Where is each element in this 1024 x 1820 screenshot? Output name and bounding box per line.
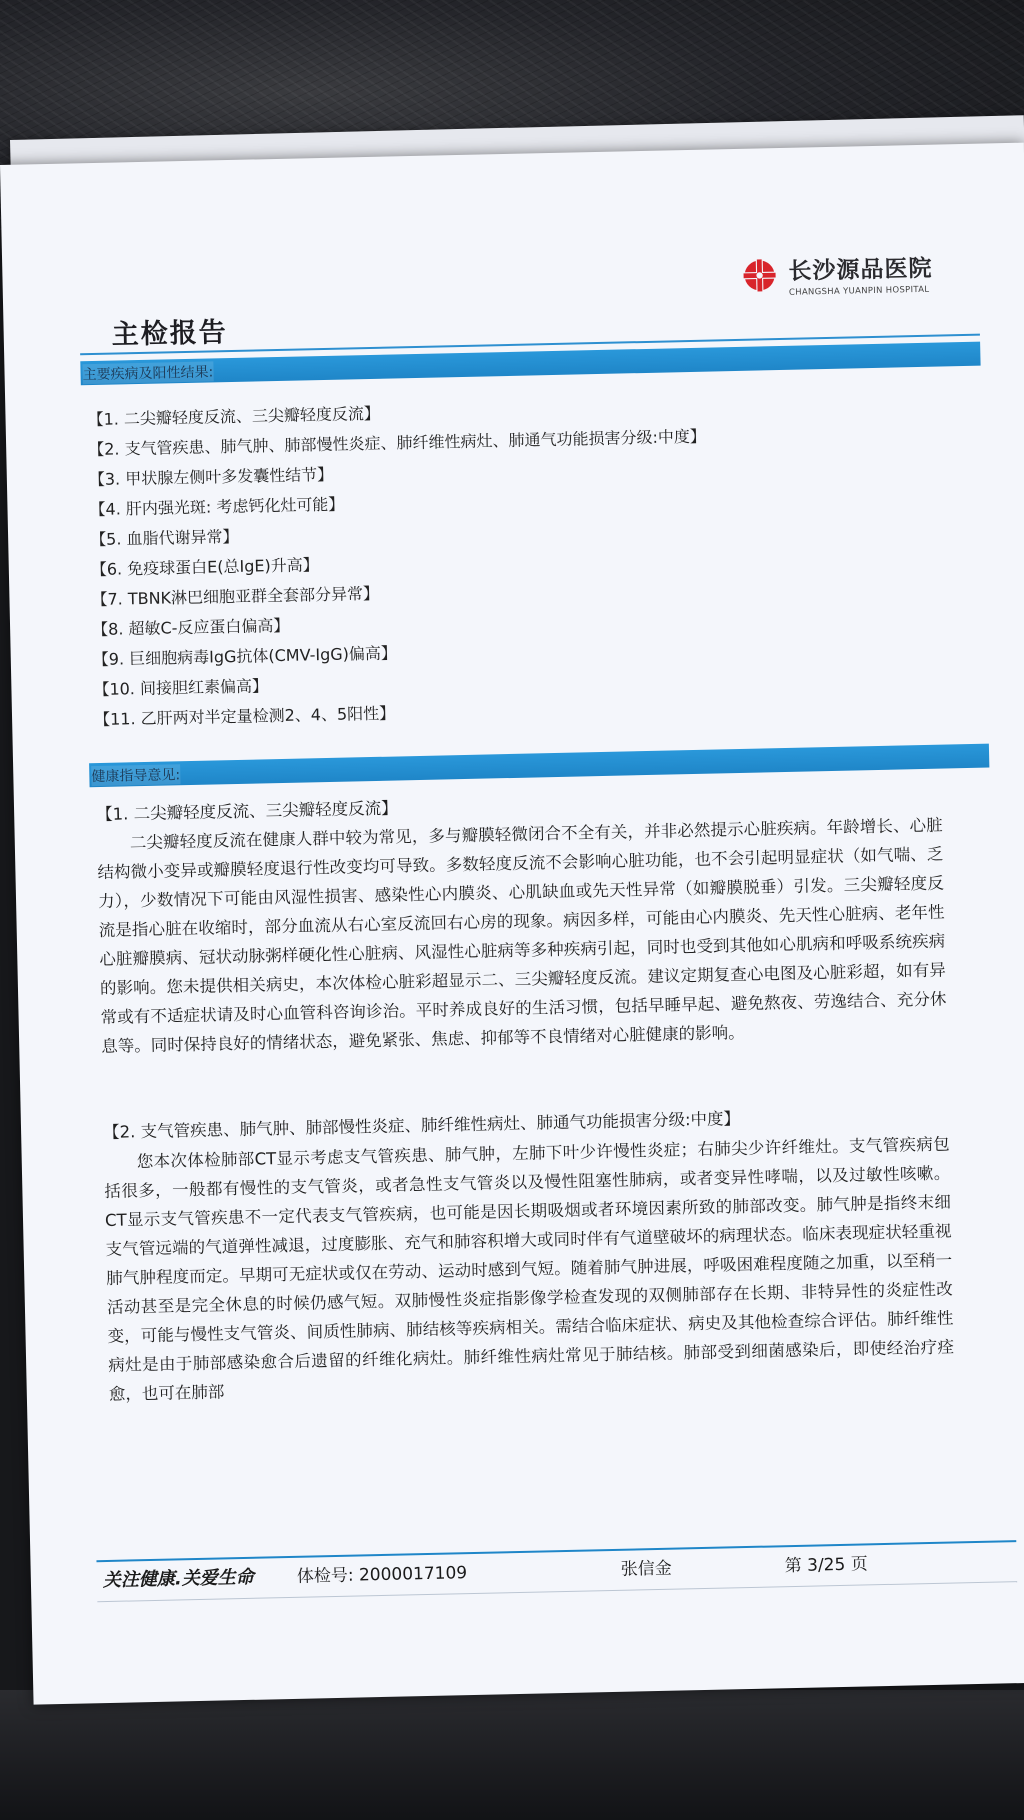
finding-item: 【11. 乙肝两对半定量检测2、4、5阳性】 [93,703,396,730]
finding-item: 【3. 甲状腺左侧叶多发囊性结节】 [88,464,334,490]
report-title: 主检报告 [111,317,229,351]
page-footer [97,1546,1017,1596]
hospital-name: 长沙源品医院 [788,255,933,285]
advice-heading: 【2. 支气管疾患、肺气肿、肺部慢性炎症、肺纤维性病灶、肺通气功能损害分级:中度】 [102,1109,741,1142]
finding-item: 【10. 间接胆红素偏高】 [93,676,269,700]
finding-item: 【1. 二尖瓣轻度反流、三尖瓣轻度反流】 [87,403,381,430]
footer-slogan: 关注健康.关爱生命 [102,1566,254,1592]
finding-item: 【2. 支气管疾患、肺气肿、肺部慢性炎症、肺纤维性病灶、肺通气功能损害分级:中度】 [88,426,707,460]
advice-heading: 【1. 二尖瓣轻度反流、三尖瓣轻度反流】 [95,798,398,825]
finding-item: 【8. 超敏C-反应蛋白偏高】 [91,615,290,640]
advice-paragraph: 二尖瓣轻度反流在健康人群中较为常见，多与瓣膜轻微闭合不全有关，并非必然提示心脏疾病。年龄增长、心脏结构微小变异或瓣膜轻度退行性改变均可导致。多数轻度反流不会影响心脏功能，也不会引起明显症状（如气喘、乏力），少数情况下可能由风湿性损害、感染性心内膜炎、心肌缺血或先天性异常（如瓣膜脱垂）引发。三尖瓣轻度反流是指心脏在收缩时，部分血流从右心室反流回右心房的现象。病因多样，可能由心内膜炎、先天性心脏病、老年性心脏瓣膜病、冠状动脉粥样硬化性心脏病、风湿性心脏病等多种疾病引起，同时也受到其他如心肌病和呼吸系统疾病的影响。您未提供相关病史，本次体检心脏彩超显示二、三尖瓣轻度反流。建议定期复查心电图及心脏彩超，如有异常或有不适症状请及时心血管科咨询诊治。平时养成良好的生活习惯，包括早睡早起、避免熬夜、劳逸结合、充分休息等。同时保持良好的情绪状态，避免紧张、焦虑、抑郁等不良情绪对心脏健康的影响。 [97,815,947,1056]
background-surface [0,1690,1024,1820]
page-number: 第 3/25 页 [784,1554,868,1577]
finding-item: 【6. 免疫球蛋白E(总IgE)升高】 [90,555,319,580]
advice-paragraph: 您本次体检肺部CT显示考虑支气管疾患、肺气肿，左肺下叶少许慢性炎症；右肺尖少许纤维灶。支气管疾病包括很多，一般都有慢性的支气管炎，或者急性支气管炎以及慢性阻塞性肺病，或者变异性哮喘，以及过敏性咳嗽。CT显示支气管疾患不一定代表支气管疾病，也可能是因长期吸烟或者环境因素所致的肺部改变。肺气肿是指终末细支气管远端的气道弹性减退，过度膨胀、充气和肺容积增大或同时伴有气道壁破坏的病理状态。临床表现症状轻重视肺气肿程度而定。早期可无症状或仅在劳动、运动时感到气短。随着肺气肿进展，呼吸困难程度随之加重，以至稍一活动甚至是完全休息的时候仍感气短。双肺慢性炎症指影像学检查发现的双侧肺部存在长期、非特异性的炎症性改变，可能与慢性支气管炎、间质性肺病、肺结核等疾病相关。需结合临床症状、病史及其他检查综合评估。肺纤维性病灶是由于肺部感染愈合后遗留的纤维化病灶。肺纤维性病灶常见于肺结核。肺部受到细菌感染后，即使经治疗痊愈，也可在肺部 [104,1134,955,1404]
hospital-logo [738,248,933,300]
finding-item: 【5. 血脂代谢异常】 [89,526,239,550]
advice-section-label: 健康指导意见: [91,764,180,786]
hospital-name-en: CHANGSHA YUANPIN HOSPITAL [788,284,930,298]
finding-item: 【4. 肝内强光斑: 考虑钙化灶可能】 [89,494,345,520]
findings-section-label: 主要疾病及阳性结果: [82,361,213,384]
finding-item: 【7. TBNK淋巴细胞亚群全套部分异常】 [91,583,380,610]
finding-item: 【9. 巨细胞病毒IgG抗体(CMV-IgG)偏高】 [92,643,398,670]
hospital-cross-icon [738,254,781,297]
report-page [0,143,1024,1705]
advice-section-bar [89,744,989,788]
exam-id: 体检号: 2000017109 [296,1563,468,1587]
patient-name: 张信金 [620,1558,672,1580]
